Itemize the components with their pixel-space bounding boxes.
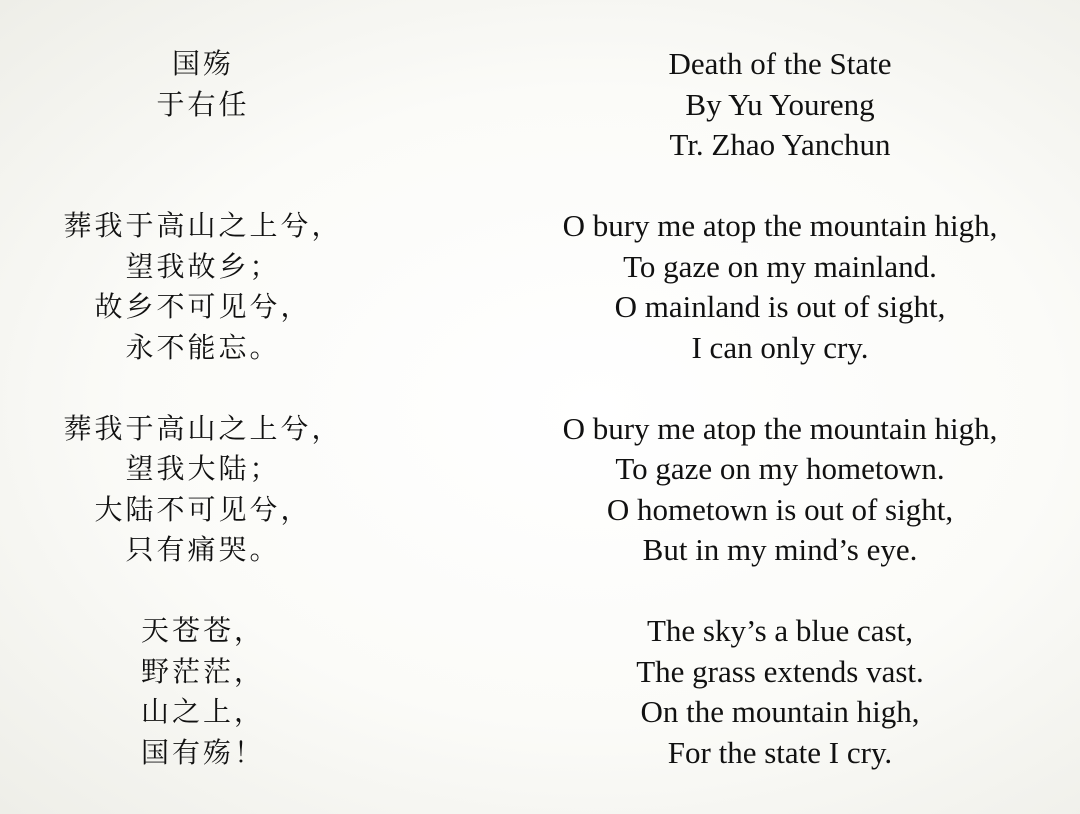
english-title: Death of the State [668,46,892,81]
chinese-stanza-2-line-1: 葬我于高山之上兮， [63,411,343,445]
chinese-author: 于右任 [156,87,250,121]
english-stanza-1-line-3: O mainland is out of sight, [614,289,946,324]
stanza-gap [510,571,1050,612]
english-stanza-3-line-3: On the mountain high, [640,694,920,729]
english-stanza-2-line-4: But in my mind’s eye. [642,532,918,567]
english-stanza-3-line-2: The grass extends vast. [636,653,924,689]
english-author: By Yu Youreng [685,86,875,122]
chinese-stanza-2-line-4: 只有痛哭。 [125,533,281,566]
stanza-gap [510,368,1050,409]
stanza-gap [38,368,368,409]
chinese-stanza-2-line-3: 大陆不可见兮， [94,492,312,526]
english-stanza-3-line-1: The sky’s a blue cast, [646,613,913,648]
stanza-gap [38,166,368,207]
chinese-stanza-3-line-4: 国有殇！ [140,735,265,769]
english-stanza-2-line-1: O bury me atop the mountain high, [562,410,998,446]
english-stanza-2-line-2: To gaze on my hometown. [615,451,945,486]
spacer [38,125,368,166]
chinese-title: 国殇 [171,47,234,80]
chinese-stanza-3-line-2: 野茫茫， [140,654,265,688]
chinese-stanza-3-line-1: 天苍苍， [140,614,265,647]
stanza-gap [510,166,1050,207]
english-stanza-2-line-3: O hometown is out of sight, [606,491,954,527]
stanza-gap [38,571,368,612]
chinese-stanza-2-line-2: 望我大陆； [125,452,281,485]
english-stanza-1-line-4: I can only cry. [691,329,869,365]
english-stanza-1-line-2: To gaze on my mainland. [623,248,937,284]
chinese-stanza-1-line-4: 永不能忘。 [125,330,281,364]
english-stanza-1-line-1: O bury me atop the mountain high, [562,208,998,243]
english-translator: Tr. Zhao Yanchun [669,127,891,162]
english-poem [510,44,1050,773]
chinese-stanza-1-line-2: 望我故乡； [125,249,281,283]
chinese-poem [38,44,368,773]
chinese-stanza-3-line-3: 山之上， [140,695,265,728]
chinese-stanza-1-line-3: 故乡不可见兮， [94,290,312,323]
chinese-stanza-1-line-1: 葬我于高山之上兮， [63,209,343,242]
english-stanza-3-line-4: For the state I cry. [667,734,893,770]
